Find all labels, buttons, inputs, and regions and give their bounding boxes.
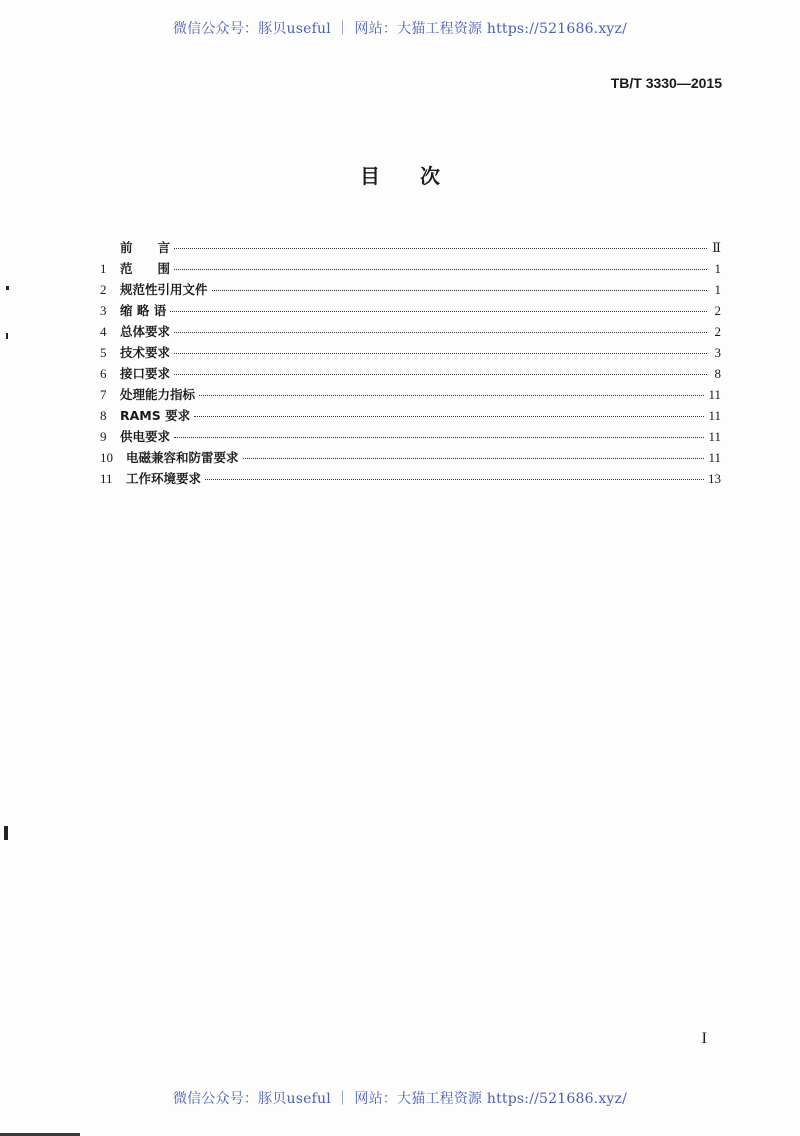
toc-entry[interactable]	[100, 469, 721, 490]
toc-entry-page: 2	[714, 303, 721, 318]
toc-entry[interactable]	[100, 406, 721, 427]
toc-entry-page: 11	[708, 387, 721, 402]
toc-dot-leader	[174, 353, 707, 354]
toc-title: 目次	[360, 164, 480, 188]
toc-dot-leader	[243, 458, 705, 459]
toc-entry-number: 10	[100, 450, 113, 465]
toc-dot-leader	[174, 248, 707, 249]
toc-entry-label: 工作环境要求	[126, 471, 202, 486]
toc-entry-number: 4	[100, 324, 107, 339]
toc-entry-number: 2	[100, 282, 107, 297]
toc-entry-number: 6	[100, 366, 107, 381]
toc-entry[interactable]	[100, 259, 721, 280]
toc-entry-number: 9	[100, 429, 107, 444]
toc-entry[interactable]	[100, 448, 721, 469]
toc-entry-page: 11	[708, 450, 721, 465]
toc-entry-page: 2	[714, 324, 721, 339]
toc-entry-number: 7	[100, 387, 107, 402]
toc-entry-label: 规范性引用文件	[120, 282, 208, 297]
toc-entry[interactable]	[100, 301, 721, 322]
toc-dot-leader	[170, 311, 707, 312]
toc-entry-label: 处理能力指标	[120, 387, 196, 402]
toc-entry[interactable]	[100, 238, 721, 259]
toc-entry[interactable]	[100, 280, 721, 301]
toc-entry-label: 缩 略 语	[120, 303, 167, 318]
toc-entry[interactable]	[100, 427, 721, 448]
scan-speck	[6, 333, 8, 339]
toc-entry-label: 电磁兼容和防雷要求	[126, 450, 239, 465]
toc-entry-page: 8	[714, 366, 721, 381]
document-code: TB/T 3330—2015	[610, 75, 722, 91]
toc-entry-label: 供电要求	[120, 429, 171, 444]
toc-entry-page: Ⅱ	[712, 240, 721, 255]
watermark-top: 微信公众号：豚贝useful ｜ 网站：大猫工程资源 https://521686.xyz/	[172, 21, 628, 37]
watermark-bottom: 微信公众号：豚贝useful ｜ 网站：大猫工程资源 https://521686.xyz/	[172, 1091, 628, 1107]
toc-dot-leader	[174, 332, 707, 333]
toc-entry-number: 1	[100, 261, 107, 276]
toc-entry-number: 8	[100, 408, 107, 423]
toc-entry-page: 1	[714, 261, 721, 276]
toc-entry-label: 技术要求	[120, 345, 171, 360]
toc-dot-leader	[212, 290, 707, 291]
scan-speck	[6, 286, 9, 290]
toc-entry[interactable]	[100, 322, 721, 343]
toc-entry[interactable]	[100, 385, 721, 406]
toc-entry-label: RAMS 要求	[120, 408, 191, 423]
table-of-contents	[100, 238, 721, 490]
page-number: I	[701, 1030, 707, 1047]
toc-entry-number: 3	[100, 303, 107, 318]
toc-entry-page: 13	[708, 471, 721, 486]
toc-dot-leader	[174, 269, 707, 270]
toc-entry-page: 11	[708, 429, 721, 444]
toc-entry-label: 前 言	[120, 240, 171, 255]
toc-entry-page: 3	[714, 345, 721, 360]
toc-dot-leader	[199, 395, 704, 396]
toc-entry[interactable]	[100, 364, 721, 385]
toc-entry-page: 1	[714, 282, 721, 297]
toc-dot-leader	[174, 374, 707, 375]
toc-entry-number: 11	[100, 471, 113, 486]
toc-dot-leader	[205, 479, 704, 480]
toc-entry-label: 接口要求	[120, 366, 171, 381]
toc-entry-label: 总体要求	[120, 324, 171, 339]
scan-speck	[4, 826, 8, 840]
toc-dot-leader	[174, 437, 704, 438]
toc-entry-number: 5	[100, 345, 107, 360]
toc-entry-label: 范 围	[120, 261, 171, 276]
toc-entry[interactable]	[100, 343, 721, 364]
toc-dot-leader	[194, 416, 704, 417]
toc-entry-page: 11	[708, 408, 721, 423]
